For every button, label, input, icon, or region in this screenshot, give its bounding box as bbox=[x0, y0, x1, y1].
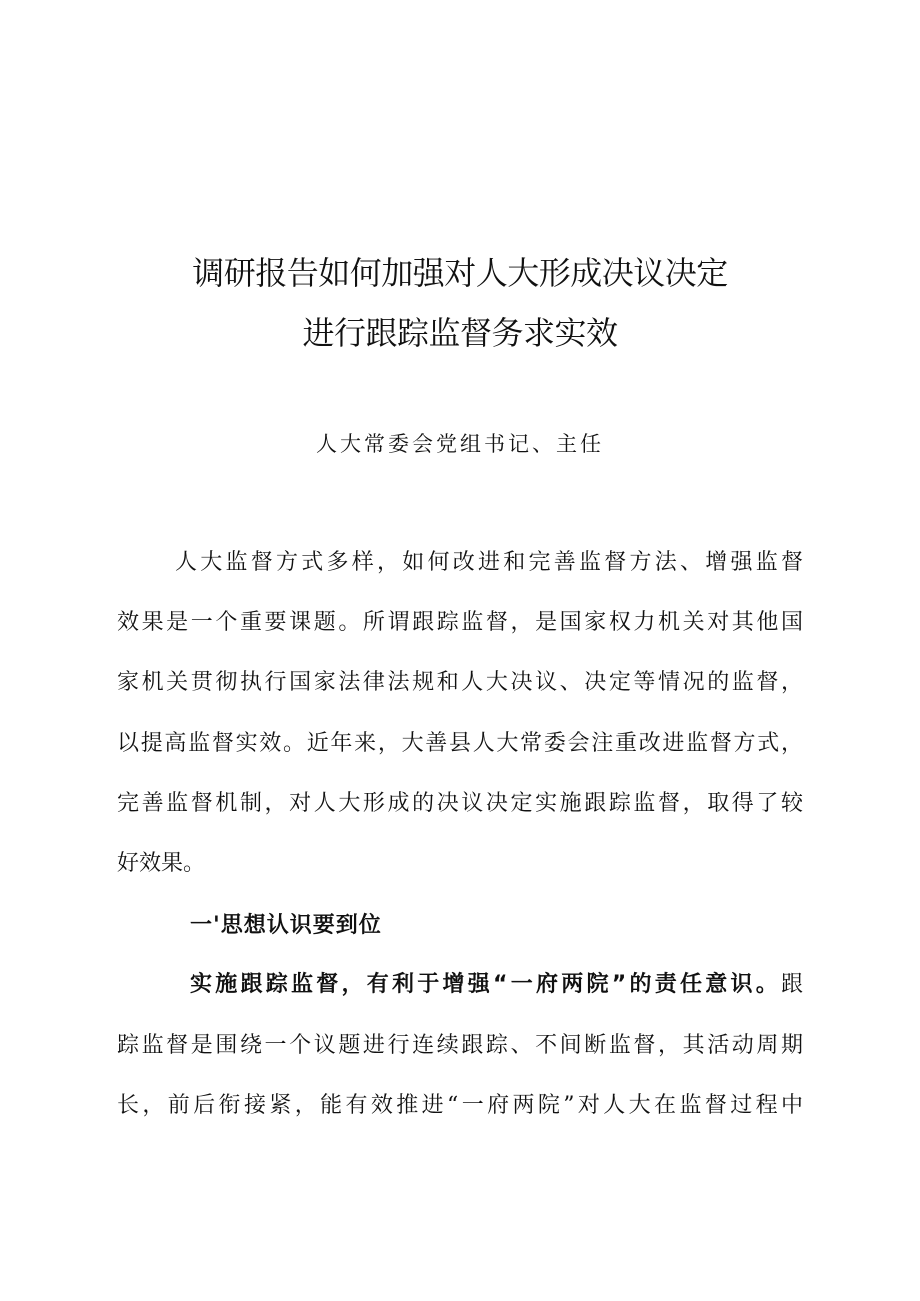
paragraph-1-line-2: 效果是一个重要课题。所谓跟踪监督，是国家权力机关对其他国 bbox=[117, 610, 803, 635]
paragraph-2-bold-lead: 实施跟踪监督，有利于增强“一府两院”的责任意识。 bbox=[190, 972, 781, 997]
paragraph-1-line-1: 人大监督方式多样，如何改进和完善监督方法、增强监督 bbox=[175, 550, 803, 575]
document-title-line-1: 调研报告如何加强对人大形成决议决定 bbox=[192, 254, 728, 292]
paragraph-1-line-5: 完善监督机制，对人大形成的决议决定实施跟踪监督，取得了较 bbox=[117, 791, 803, 816]
paragraph-2-line-3: 长，前后衔接紧，能有效推进“一府两院”对人大在监督过程中 bbox=[117, 1093, 803, 1118]
paragraph-2-line-2: 踪监督是围绕一个议题进行连续跟踪、不间断监督，其活动周期 bbox=[117, 1033, 803, 1058]
paragraph-2-first-tail: 跟 bbox=[780, 972, 803, 997]
author-line: 人大常委会党组书记、主任 bbox=[316, 432, 604, 456]
paragraph-1-line-3: 家机关贯彻执行国家法律法规和人大决议、决定等情况的监督， bbox=[117, 670, 803, 695]
paragraph-2-line-1 bbox=[190, 970, 803, 1000]
document-title-line-2: 进行跟踪监督务求实效 bbox=[302, 314, 618, 352]
paragraph-1-line-4: 以提高监督实效。近年来，大善县人大常委会注重改进监督方式， bbox=[117, 731, 803, 756]
paragraph-1-line-6: 好效果。 bbox=[117, 851, 206, 876]
section-1-heading: 一'思想认识要到位 bbox=[190, 912, 382, 938]
